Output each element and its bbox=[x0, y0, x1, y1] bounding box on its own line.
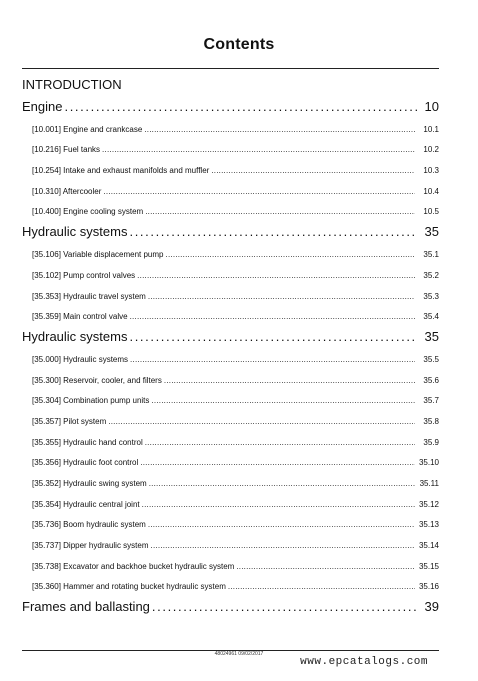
toc-section-page: 35.5 bbox=[423, 354, 439, 364]
toc-section-page: 35.15 bbox=[418, 561, 439, 571]
dot-leader bbox=[166, 248, 416, 262]
toc-section-label: [35.106] Variable displacement pump bbox=[32, 250, 164, 260]
toc-chapter-page: 35 bbox=[424, 329, 439, 345]
dot-leader bbox=[148, 518, 415, 532]
toc-section-label: [10.001] Engine and crankcase bbox=[32, 124, 143, 134]
toc-section-page: 35.14 bbox=[418, 541, 439, 551]
toc-chapter-label: Hydraulic systems bbox=[22, 329, 128, 345]
toc-section[interactable] bbox=[22, 283, 439, 304]
dot-leader bbox=[151, 394, 415, 408]
toc-section[interactable] bbox=[22, 304, 439, 325]
toc-section-page: 35.1 bbox=[423, 250, 439, 260]
toc-chapter[interactable] bbox=[22, 219, 439, 241]
toc-section-page: 10.4 bbox=[423, 186, 439, 196]
toc-section[interactable] bbox=[22, 157, 439, 178]
toc-section[interactable] bbox=[22, 178, 439, 199]
toc-section-label: [10.254] Intake and exhaust manifolds and muffler bbox=[32, 166, 210, 176]
dot-leader bbox=[145, 436, 415, 450]
toc-chapter-label: Frames and ballasting bbox=[22, 599, 150, 615]
dot-leader bbox=[151, 539, 416, 553]
dot-leader bbox=[130, 310, 415, 324]
toc-section-label: [35.355] Hydraulic hand control bbox=[32, 437, 143, 447]
dot-leader bbox=[129, 328, 417, 346]
toc-section-label: [35.000] Hydraulic systems bbox=[32, 354, 129, 364]
toc-section[interactable] bbox=[22, 137, 439, 158]
page-title: Contents bbox=[203, 36, 275, 53]
dot-leader bbox=[102, 143, 415, 157]
toc-section[interactable] bbox=[22, 262, 439, 283]
toc-section-label: [35.738] Excavator and backhoe bucket hydraulic system bbox=[32, 561, 235, 571]
toc-section-page: 35.12 bbox=[418, 499, 439, 509]
toc-section-label: [35.356] Hydraulic foot control bbox=[32, 458, 139, 468]
toc-section[interactable] bbox=[22, 367, 439, 388]
toc-section-label: [10.400] Engine cooling system bbox=[32, 207, 144, 217]
toc-chapter[interactable] bbox=[22, 324, 439, 346]
toc-section-page: 35.8 bbox=[423, 416, 439, 426]
toc-chapter[interactable] bbox=[22, 594, 439, 616]
toc-section[interactable] bbox=[22, 408, 439, 429]
toc-section-label: [35.102] Pump control valves bbox=[32, 270, 136, 280]
toc-section-page: 10.2 bbox=[423, 145, 439, 155]
watermark-url: www.epcatalogs.com bbox=[300, 656, 428, 668]
dot-leader bbox=[108, 415, 415, 429]
dot-leader bbox=[164, 374, 415, 388]
dot-leader bbox=[144, 123, 415, 137]
toc-section-page: 10.3 bbox=[423, 166, 439, 176]
dot-leader bbox=[140, 456, 415, 470]
toc-section[interactable] bbox=[22, 346, 439, 367]
toc-section[interactable] bbox=[22, 450, 439, 471]
dot-leader bbox=[148, 290, 415, 304]
toc-section[interactable] bbox=[22, 199, 439, 220]
toc-intro[interactable]: INTRODUCTION bbox=[22, 77, 122, 92]
toc-chapter-page: 10 bbox=[424, 99, 439, 114]
toc-section-page: 35.16 bbox=[418, 582, 439, 592]
toc-section-label: [10.310] Aftercooler bbox=[32, 186, 102, 196]
toc-chapter-page: 35 bbox=[424, 224, 439, 240]
dot-leader bbox=[137, 269, 415, 283]
dot-leader bbox=[130, 353, 415, 367]
title-rule bbox=[22, 68, 439, 69]
toc-section-page: 35.2 bbox=[423, 270, 439, 280]
toc-section-page: 35.4 bbox=[423, 312, 439, 322]
toc-section[interactable] bbox=[22, 388, 439, 409]
toc-section-label: [35.737] Dipper hydraulic system bbox=[32, 541, 149, 551]
dot-leader bbox=[145, 205, 415, 219]
toc-section[interactable] bbox=[22, 491, 439, 512]
toc-section-label: [35.304] Combination pump units bbox=[32, 396, 150, 406]
toc-section[interactable] bbox=[22, 429, 439, 450]
toc-chapter-label: Engine bbox=[22, 99, 63, 114]
toc-chapter-page: 39 bbox=[424, 599, 439, 615]
toc-section[interactable] bbox=[22, 470, 439, 491]
toc-section-page: 35.7 bbox=[423, 396, 439, 406]
toc-chapter-label: Hydraulic systems bbox=[22, 224, 128, 240]
toc-section[interactable] bbox=[22, 512, 439, 533]
dot-leader bbox=[152, 598, 417, 616]
dot-leader bbox=[129, 223, 417, 241]
toc-section-label: [35.300] Reservoir, cooler, and filters bbox=[32, 375, 162, 385]
dot-leader bbox=[211, 164, 415, 178]
dot-leader bbox=[142, 498, 415, 512]
toc-section[interactable] bbox=[22, 116, 439, 137]
toc-section-label: [10.216] Fuel tanks bbox=[32, 145, 101, 155]
toc-section-page: 35.11 bbox=[419, 479, 439, 488]
toc-list bbox=[22, 76, 439, 616]
toc-section[interactable] bbox=[22, 532, 439, 553]
toc-section-page: 35.10 bbox=[418, 458, 439, 468]
toc-section-page: 10.5 bbox=[423, 207, 439, 217]
toc-section-label: [35.360] Hammer and rotating bucket hydraulic system bbox=[32, 582, 226, 592]
toc-section[interactable] bbox=[22, 553, 439, 574]
toc-section-label: [35.353] Hydraulic travel system bbox=[32, 291, 146, 301]
toc-chapter[interactable] bbox=[22, 94, 439, 116]
dot-leader bbox=[103, 185, 415, 199]
toc-section-page: 10.1 bbox=[423, 124, 439, 134]
dot-leader bbox=[236, 560, 415, 574]
toc-section-label: [35.357] Pilot system bbox=[32, 416, 107, 426]
toc-section-label: [35.354] Hydraulic central joint bbox=[32, 499, 140, 509]
dot-leader bbox=[64, 98, 417, 116]
toc-section-page: 35.6 bbox=[423, 375, 439, 385]
footer-doc-code: 48024961 09/02/2017 bbox=[214, 651, 264, 657]
dot-leader bbox=[149, 477, 415, 491]
toc-section-page: 35.3 bbox=[423, 291, 439, 301]
toc-section[interactable] bbox=[22, 574, 439, 595]
toc-section-page: 35.13 bbox=[418, 520, 439, 530]
toc-section-page: 35.9 bbox=[423, 437, 439, 447]
toc-section-label: [35.736] Boom hydraulic system bbox=[32, 520, 146, 530]
toc-section[interactable] bbox=[22, 241, 439, 262]
toc-section-label: [35.359] Main control valve bbox=[32, 312, 128, 322]
toc-section-label: [35.352] Hydraulic swing system bbox=[32, 479, 147, 488]
dot-leader bbox=[228, 580, 415, 594]
